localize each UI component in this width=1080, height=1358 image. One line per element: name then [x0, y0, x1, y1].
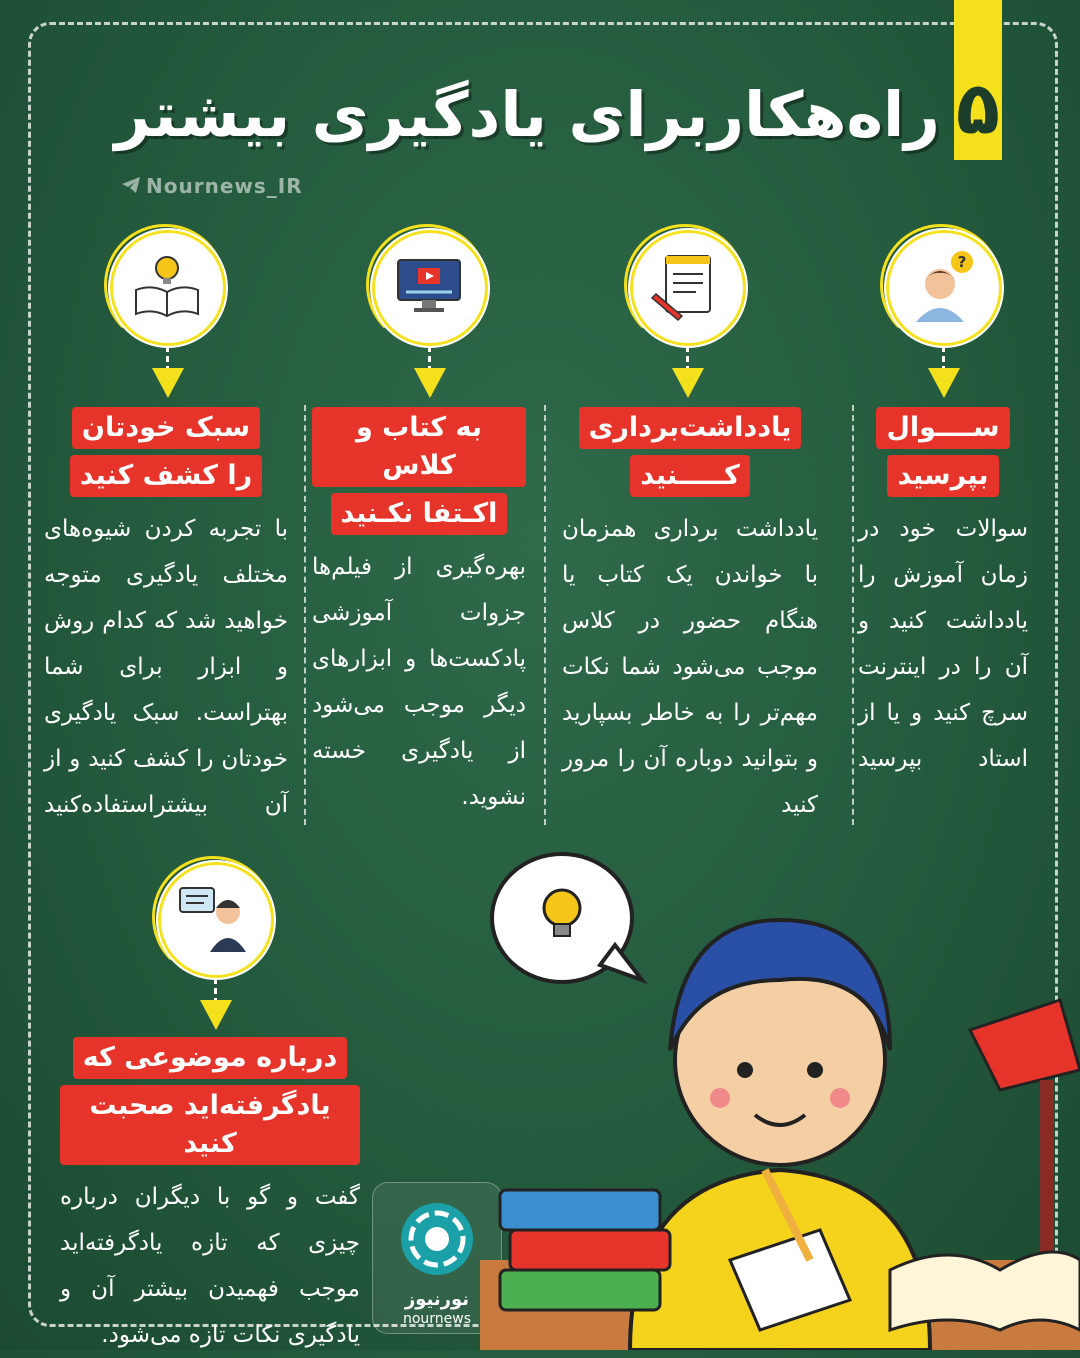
tip-heading: ســــوال بپرسید [858, 404, 1028, 500]
book-stack [500, 1190, 670, 1310]
handle-text: Nournews_IR [146, 174, 303, 198]
tip-heading: سبک خودتان را کشف کنید [44, 404, 288, 500]
tip-body: سوالات خود در زمان آموزش را یادداشت کنید و آن را در اینترنت سرچ کنید و یا از استاد بپرسید [858, 516, 1028, 772]
desk-lamp [970, 1000, 1080, 1260]
speaking-person-icon [176, 878, 254, 956]
video-monitor-icon [390, 246, 468, 324]
tip-talk [60, 1034, 360, 1358]
column-divider [852, 405, 854, 825]
column-divider [544, 405, 546, 825]
tip-style [44, 404, 288, 828]
tip-video [312, 404, 526, 820]
page-title: راه‌هکاربرای یادگیری بیشتر [114, 78, 940, 151]
tip-notes [562, 404, 818, 828]
tip-heading: یادداشت‌برداری کـــــنید [562, 404, 818, 500]
question-person-icon [904, 246, 982, 324]
student-studying-illustration [480, 850, 1080, 1350]
notepad-pencil-icon [648, 246, 726, 324]
tip-body: با تجربه کردن شیوه‌های مختلف یادگیری متوجه خواهید شد که کدام روش و ابزار برای شما بهتراست. سبک یادگیری خودتان را کشف کنید و از آن بیشتراستفاده‌کنید [44, 516, 288, 818]
column-divider [304, 405, 306, 825]
tip-heading: به کتاب و کلاس اکـتفا نکـنید [312, 404, 526, 538]
tip-heading: درباره موضوعی که یادگرفته‌اید صحبت کنید [60, 1034, 360, 1168]
logo-text-fa: نورنیوز [404, 1289, 470, 1310]
tip-body: یادداشت برداری همزمان با خواندن یک کتاب یا هنگام حضور در کلاس موجب می‌شود شما نکات مهم‌تر را به خاطر بسپارید و بتوانید دوباره آن را مرور کنید [562, 516, 818, 818]
social-handle[interactable] [122, 174, 303, 198]
logo-text-en: nournews [402, 1311, 472, 1327]
tip-body: بهره‌گیری از فیلم‌ها جزوات آموزشی پادکست‌ها و ابزارهای دیگر موجب می‌شود از یادگیری خسته نشوید. [312, 554, 526, 810]
tip-question [858, 404, 1028, 782]
book-lightbulb-icon [128, 246, 206, 324]
idea-bubble [492, 854, 642, 982]
svg-text:?: ? [957, 253, 967, 271]
telegram-icon [122, 174, 140, 198]
tip-body: گفت و گو با دیگران درباره چیزی که تازه یادگرفته‌اید موجب فهمیدن بیشتر آن و یادگیری نکات تازه می‌شود. [60, 1184, 360, 1348]
title-number: ۵ [956, 66, 1000, 150]
